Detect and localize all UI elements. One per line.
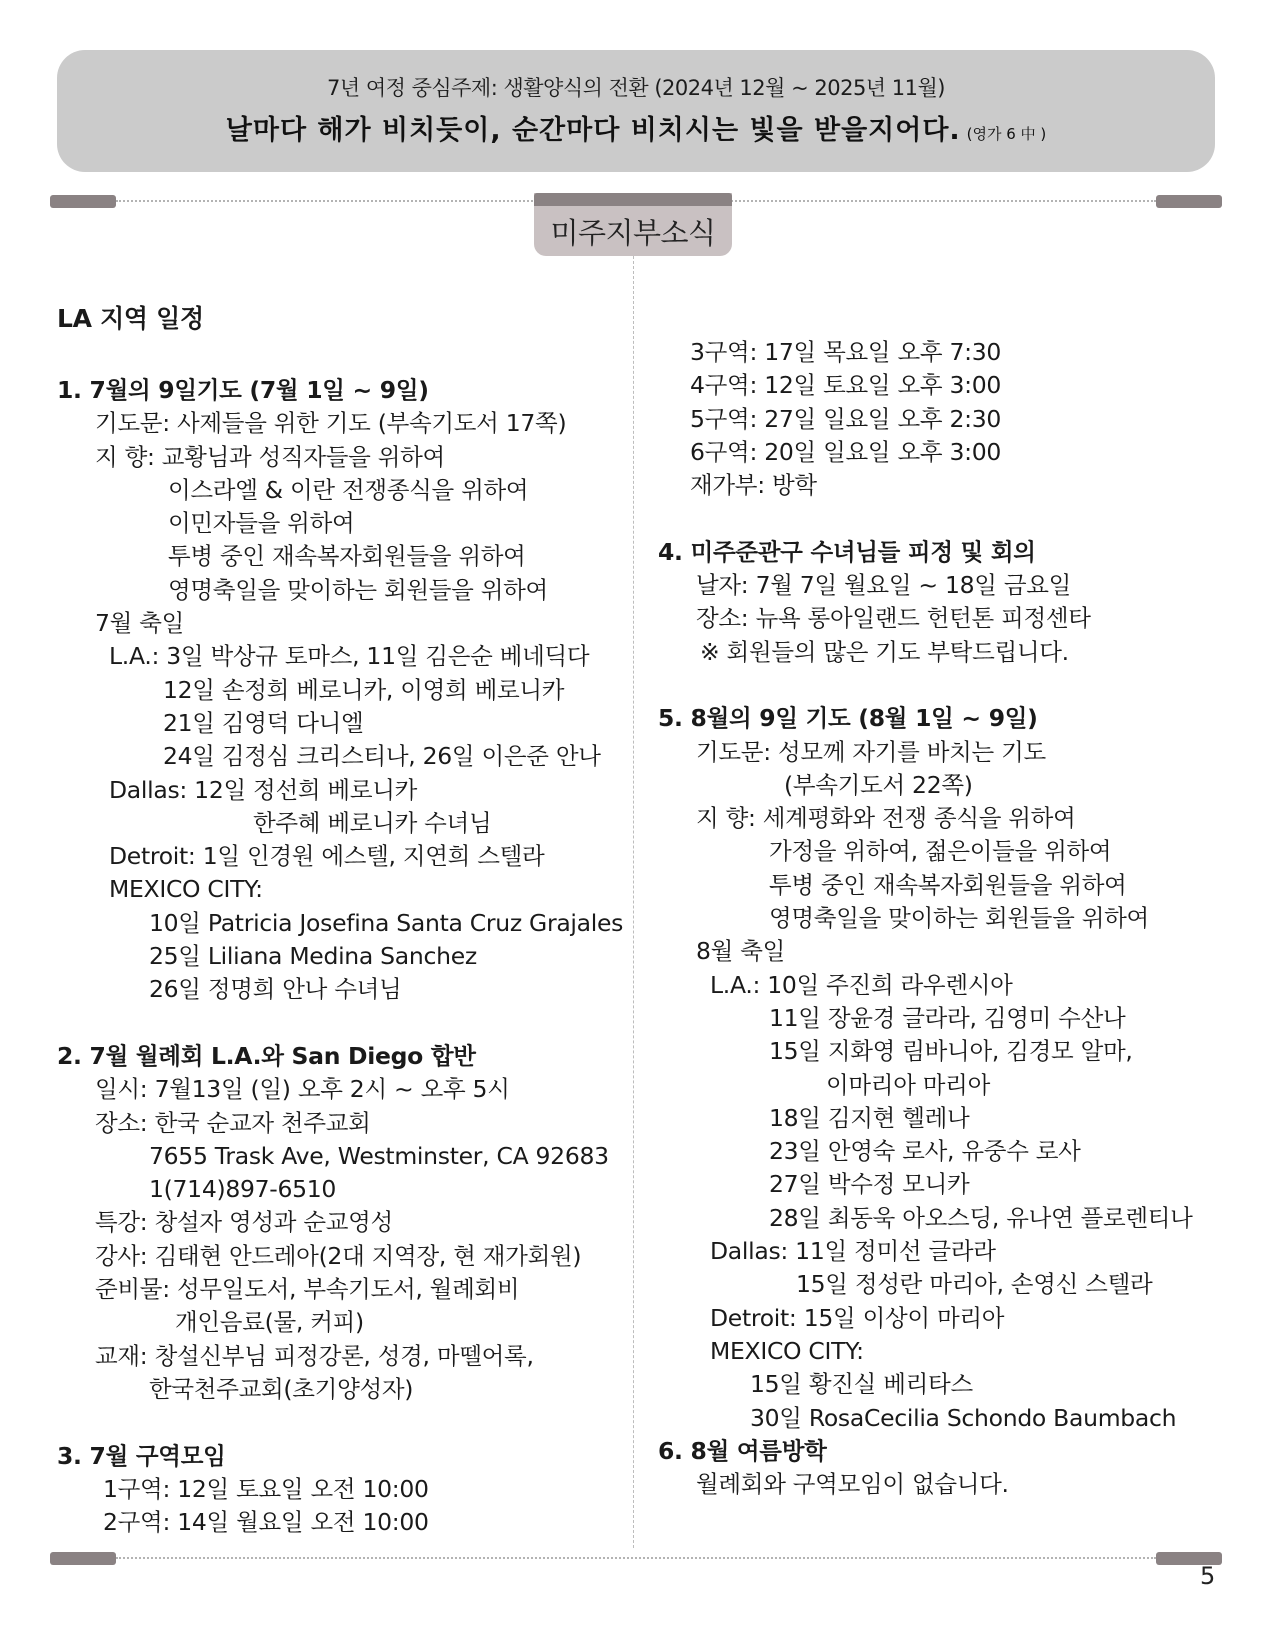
feast-la: 15일 지화영 림바니아, 김경모 알마, [769,1037,1133,1066]
item2-phone: 1(714)897-6510 [149,1175,337,1204]
rule-cap-left [50,1552,116,1565]
feast-dallas: 한주혜 베로니카 수녀님 [253,808,492,837]
item1-heading: 1. 7월의 9일기도 (7월 1일 ~ 9일) [57,376,429,404]
section-tab-bar [534,193,732,206]
item2-lecture: 특강: 창설자 영성과 순교영성 [95,1208,393,1237]
feast-la: L.A.: 3일 박상규 토마스, 11일 김은순 베네딕다 [109,642,590,671]
item5-prayer-cont: (부속기도서 22쪽) [784,770,973,799]
feast-la: 18일 김지현 헬레나 [769,1103,970,1132]
feast-la: L.A.: 10일 주진희 라우렌시아 [710,970,1013,999]
feast-la: 21일 김영덕 다니엘 [163,708,364,737]
district-row: 5구역: 27일 일요일 오후 2:30 [690,404,1002,433]
intention: 투병 중인 재속복자회원들을 위하여 [769,870,1127,899]
right-column [658,336,1238,1501]
feast-mexico: 26일 정명희 안나 수녀님 [149,975,402,1004]
item4-note: ※ 회원들의 많은 기도 부탁드립니다. [700,637,1069,666]
item2-address: 7655 Trask Ave, Westminster, CA 92683 [149,1141,609,1170]
feast-la: 11일 장윤경 글라라, 김영미 수산나 [769,1003,1126,1032]
feast-title: 7월 축일 [95,609,185,638]
item2-heading: 2. 7월 월례회 L.A.와 San Diego 합반 [57,1041,476,1070]
page-number: 5 [1200,1562,1216,1590]
district-row: 3구역: 17일 목요일 오후 7:30 [690,338,1002,366]
feast-la: 27일 박수정 모니카 [769,1170,970,1199]
item5-heading: 5. 8월의 9일 기도 (8월 1일 ~ 9일) [658,704,1038,733]
left-column [57,302,627,1539]
feast-dallas: 15일 정성란 마리아, 손영신 스텔라 [796,1270,1153,1299]
item4-heading: 4. 미주준관구 수녀님들 피정 및 회의 [658,537,1036,566]
feast-mexico: 10일 Patricia Josefina Santa Cruz Grajales [149,908,624,937]
item5-intention-row [658,802,1238,835]
feast-title: 8월 축일 [696,937,786,966]
intention-label: 지 향: [696,804,756,833]
feast-mexico: 30일 RosaCecilia Schondo Baumbach [750,1403,1177,1432]
motto-text: 날마다 해가 비치듯이, 순간마다 비치시는 빛을 받을지어다. [225,115,961,146]
item2-date: 일시: 7월13일 (일) 오후 2시 ~ 오후 5시 [95,1075,510,1104]
district-row: 6구역: 20일 일요일 오후 3:00 [690,437,1002,466]
item2-supplies: 준비물: 성무일도서, 부속기도서, 월례회비 [95,1275,520,1304]
column-divider [633,256,634,1548]
item3-heading: 3. 7월 구역모임 [57,1441,226,1470]
item2-texts: 교재: 창설신부님 피정강론, 성경, 마뗄어록, [95,1341,534,1370]
banner-motto [57,108,1215,147]
rule-cap-left [50,195,116,208]
intention: 영명축일을 맞이하는 회원들을 위하여 [168,575,548,604]
feast-la: 이마리아 마리아 [826,1070,990,1099]
intention-label: 지 향: [95,442,155,471]
feast-mexico-label: MEXICO CITY: [109,875,263,904]
intention: 영명축일을 맞이하는 회원들을 위하여 [769,904,1149,933]
schedule-title: LA 지역 일정 [57,304,204,333]
section-title: 미주지부소식 [550,216,716,250]
item1-intention-row [57,441,627,474]
feast-la: 12일 손정희 베로니카, 이영희 베로니카 [163,675,565,704]
intention: 교황님과 성직자들을 위하여 [161,442,445,471]
item5-prayer: 기도문: 성모께 자기를 바치는 기도 [696,737,1046,766]
item4-place: 장소: 뉴욕 롱아일랜드 헌턴톤 피정센타 [696,604,1091,633]
feast-detroit: Detroit: 1일 인경원 에스텔, 지연희 스텔라 [109,842,545,871]
item6-heading: 6. 8월 여름방학 [658,1436,827,1465]
district-row: 4구역: 12일 토요일 오후 3:00 [690,371,1002,400]
item1-prayer: 기도문: 사제들을 위한 기도 (부속기도서 17쪽) [95,409,567,438]
section-tab [534,193,732,256]
feast-dallas: Dallas: 11일 정미선 글라라 [710,1237,996,1266]
intention: 가정을 위하여, 젊은이들을 위하여 [769,837,1112,866]
item6-text: 월례회와 구역모임이 없습니다. [696,1470,1009,1499]
feast-la: 24일 김정심 크리스티나, 26일 이은준 안나 [163,742,601,771]
feast-la: 28일 최동욱 아오스딩, 유나연 플로렌티나 [769,1203,1193,1232]
banner-theme: 7년 여정 중심주제: 생활양식의 전환 (2024년 12월 ~ 2025년 11월) [327,76,945,100]
district-row: 2구역: 14일 월요일 오전 10:00 [103,1508,429,1537]
item2-texts-cont: 한국천주교회(초기양성자) [149,1374,414,1403]
feast-detroit: Detroit: 15일 이상이 마리아 [710,1303,1005,1332]
intention: 이민자들을 위하여 [168,509,355,538]
item2-supplies-cont: 개인음료(물, 커피) [175,1308,364,1337]
feast-mexico: 15일 황진실 베리타스 [750,1370,973,1399]
district-row: 재가부: 방학 [690,471,817,500]
intention: 이스라엘 & 이란 전쟁종식을 위하여 [168,475,529,504]
item2-speaker: 강사: 김태현 안드레아(2대 지역장, 현 재가회원) [95,1241,582,1270]
item2-place: 장소: 한국 순교자 천주교회 [95,1108,371,1137]
theme-banner [57,50,1215,172]
feast-mexico-label: MEXICO CITY: [710,1336,864,1365]
item4-date: 날자: 7월 7일 월요일 ~ 18일 금요일 [696,571,1072,600]
motto-source: (영가 6 中 ) [966,125,1047,143]
feast-mexico: 25일 Liliana Medina Sanchez [149,942,477,971]
bottom-rule [116,1557,1156,1559]
rule-cap-right [1156,195,1222,208]
feast-dallas: Dallas: 12일 정선희 베로니카 [109,775,418,804]
feast-la: 23일 안영숙 로사, 유중수 로사 [769,1137,1081,1166]
district-row: 1구역: 12일 토요일 오전 10:00 [103,1474,429,1503]
intention: 투병 중인 재속복자회원들을 위하여 [168,542,526,571]
intention: 세계평화와 전쟁 종식을 위하여 [762,804,1076,833]
